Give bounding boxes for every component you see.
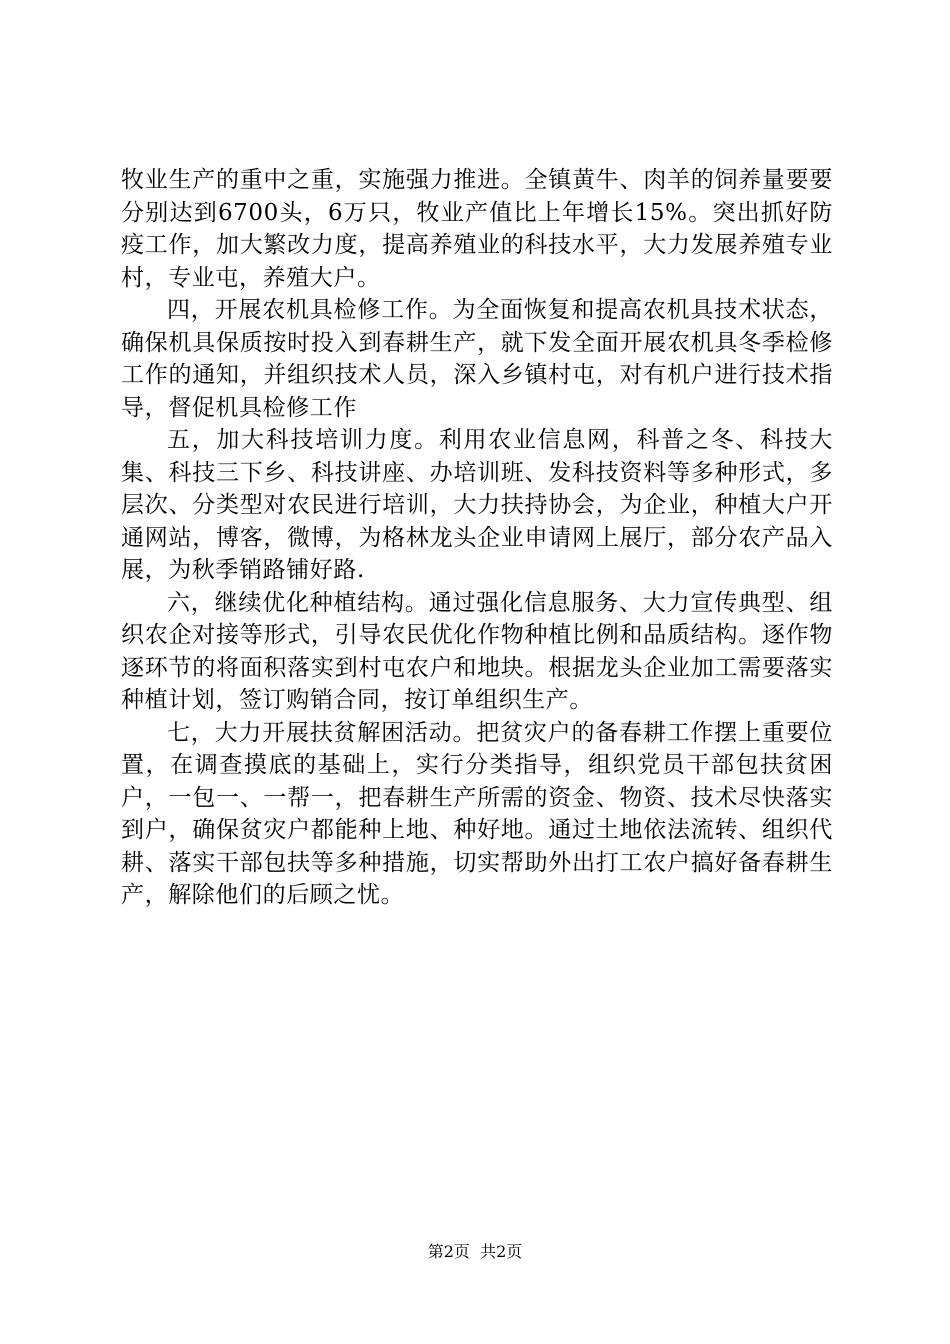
paragraph-poverty-relief: 七，大力开展扶贫解困活动。把贫灾户的备春耕工作摆上重要位置，在调查摸底的基础上，实行分类指导，组织党员干部包扶贫困户，一包一、一帮一，把春耕生产所需的资金、物资、技术尽快落实到户，确保贫灾户都能种上地、种好地。通过土地依法流转、组织代耕、落实干部包扶等多种措施，切实帮助外出打工农户搞好备春耕生产，解除他们的后顾之忧。	[121, 719, 833, 908]
paragraph-planting-structure: 六，继续优化种植结构。通过强化信息服务、大力宣传典型、组织农企对接等形式，引导农民优化作物种植比例和品质结构。逐作物逐环节的将面积落实到村屯农户和地块。根据龙头企业加工需要落实种植计划，签订购销合同，按订单组织生产。	[121, 589, 833, 713]
page-footer	[0, 1241, 950, 1263]
page-number: 第2页 共2页	[427, 1242, 523, 1261]
paragraph-tech-training: 五，加大科技培训力度。利用农业信息网，科普之冬、科技大集、科技三下乡、科技讲座、办培训班、发科技资料等多种形式，多层次、分类型对农民进行培训，大力扶持协会，为企业，种植大户开通网站，博客，微博，为格林龙头企业申请网上展厅，部分农产品入展，为秋季销路铺好路.	[121, 427, 833, 583]
paragraph-livestock: 牧业生产的重中之重，实施强力推进。全镇黄牛、肉羊的饲养量要要分别达到6700头，6万只，牧业产值比上年增长15%。突出抓好防疫工作，加大繁改力度，提高养殖业的科技水平，大力发展养殖专业村，专业屯，养殖大户。	[121, 167, 833, 291]
paragraph-machinery-repair: 四，开展农机具检修工作。为全面恢复和提高农机具技术状态，确保机具保质按时投入到春耕生产，就下发全面开展农机具冬季检修工作的通知，并组织技术人员，深入乡镇村屯，对有机户进行技术指导，督促机具检修工作	[121, 297, 833, 421]
document-body	[121, 164, 833, 912]
